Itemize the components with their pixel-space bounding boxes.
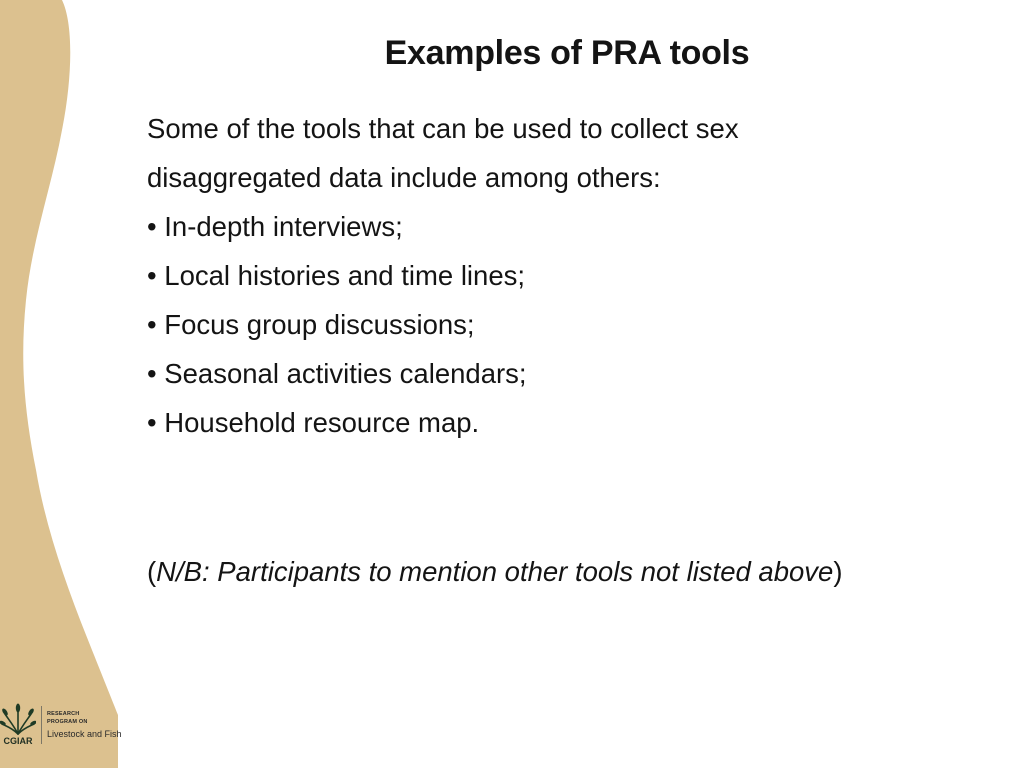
bullet-item	[147, 398, 739, 447]
program-line-2: PROGRAM ON	[47, 719, 88, 725]
note-close-paren: )	[833, 556, 843, 587]
logo-divider	[41, 706, 42, 744]
cgiar-wordmark: CGIAR	[3, 736, 33, 746]
bullet-item	[147, 300, 739, 349]
program-name	[47, 710, 122, 740]
bullet-item	[147, 349, 739, 398]
bullet-marker: •	[147, 260, 157, 291]
wheat-sheaf-icon	[0, 702, 36, 736]
bullet-marker: •	[147, 358, 157, 389]
program-title: Livestock and Fish	[47, 729, 122, 739]
bullet-text: Focus group discussions;	[164, 309, 475, 340]
slide-title: Examples of PRA tools	[384, 34, 750, 72]
bullet-marker: •	[147, 211, 157, 242]
bullet-marker: •	[147, 309, 157, 340]
cgiar-program-logo	[0, 700, 125, 750]
program-line-1: RESEARCH	[47, 711, 80, 717]
cgiar-emblem	[0, 702, 36, 748]
note-text: N/B: Participants to mention other tools not listed above	[156, 556, 834, 587]
bullet-item	[147, 202, 739, 251]
bullet-item	[147, 251, 739, 300]
intro-line: Some of the tools that can be used to collect sex	[147, 113, 739, 144]
participant-note	[147, 550, 843, 594]
decorative-side-band	[0, 0, 130, 768]
intro-line: disaggregated data include among others:	[147, 162, 661, 193]
bullet-marker: •	[147, 407, 157, 438]
bullet-text: Local histories and time lines;	[164, 260, 526, 291]
note-open-paren: (	[147, 556, 157, 587]
slide-body	[147, 104, 739, 447]
bullet-text: Household resource map.	[164, 407, 480, 438]
bullet-text: Seasonal activities calendars;	[164, 358, 527, 389]
bullet-text: In-depth interviews;	[164, 211, 403, 242]
